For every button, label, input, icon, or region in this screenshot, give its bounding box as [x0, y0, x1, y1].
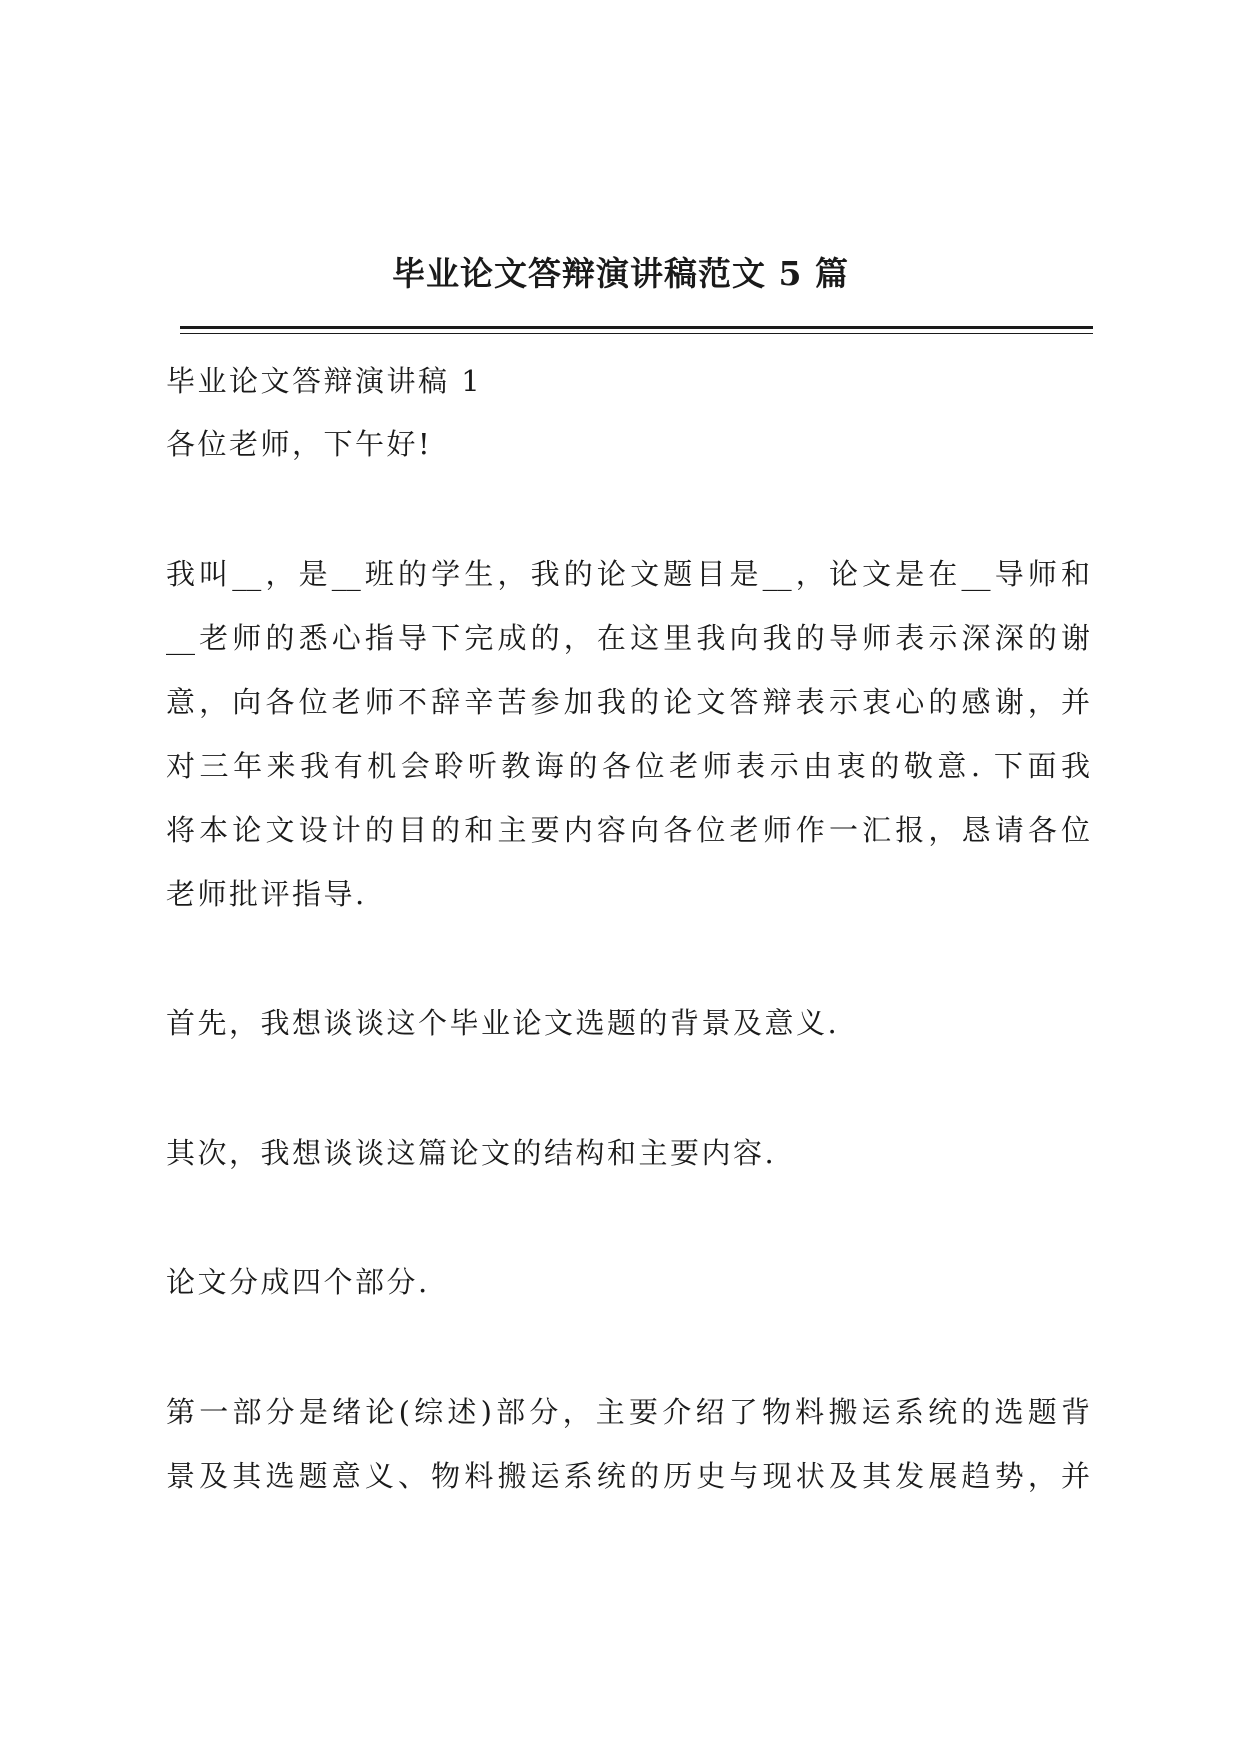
body-line: 将本论文设计的目的和主要内容向各位老师作一汇报，恳请各位: [166, 813, 1090, 847]
title-divider-thin: [180, 333, 1093, 334]
body-line: 第一部分是绪论(综述)部分，主要介绍了物料搬运系统的选题背: [166, 1395, 1090, 1429]
body-line: 其次，我想谈谈这篇论文的结构和主要内容.: [166, 1136, 777, 1170]
body-line: 我叫__，是__班的学生，我的论文题目是__，论文是在__导师和: [166, 557, 1090, 591]
body-line: 景及其选题意义、物料搬运系统的历史与现状及其发展趋势，并: [166, 1459, 1090, 1493]
document-title: 毕业论文答辩演讲稿范文 5 篇: [392, 254, 849, 293]
body-line: 论文分成四个部分.: [166, 1265, 430, 1299]
body-line: 首先，我想谈谈这个毕业论文选题的背景及意义.: [166, 1006, 840, 1040]
body-line: __老师的悉心指导下完成的，在这里我向我的导师表示深深的谢: [166, 621, 1090, 655]
title-divider-thick: [180, 326, 1093, 329]
section-heading: 毕业论文答辩演讲稿 1: [166, 364, 483, 398]
greeting-line: 各位老师，下午好!: [166, 427, 433, 461]
body-line: 对三年来我有机会聆听教诲的各位老师表示由衷的敬意. 下面我: [166, 749, 1090, 783]
body-line: 老师批评指导.: [166, 877, 367, 911]
body-line: 意，向各位老师不辞辛苦参加我的论文答辩表示衷心的感谢，并: [166, 685, 1090, 719]
